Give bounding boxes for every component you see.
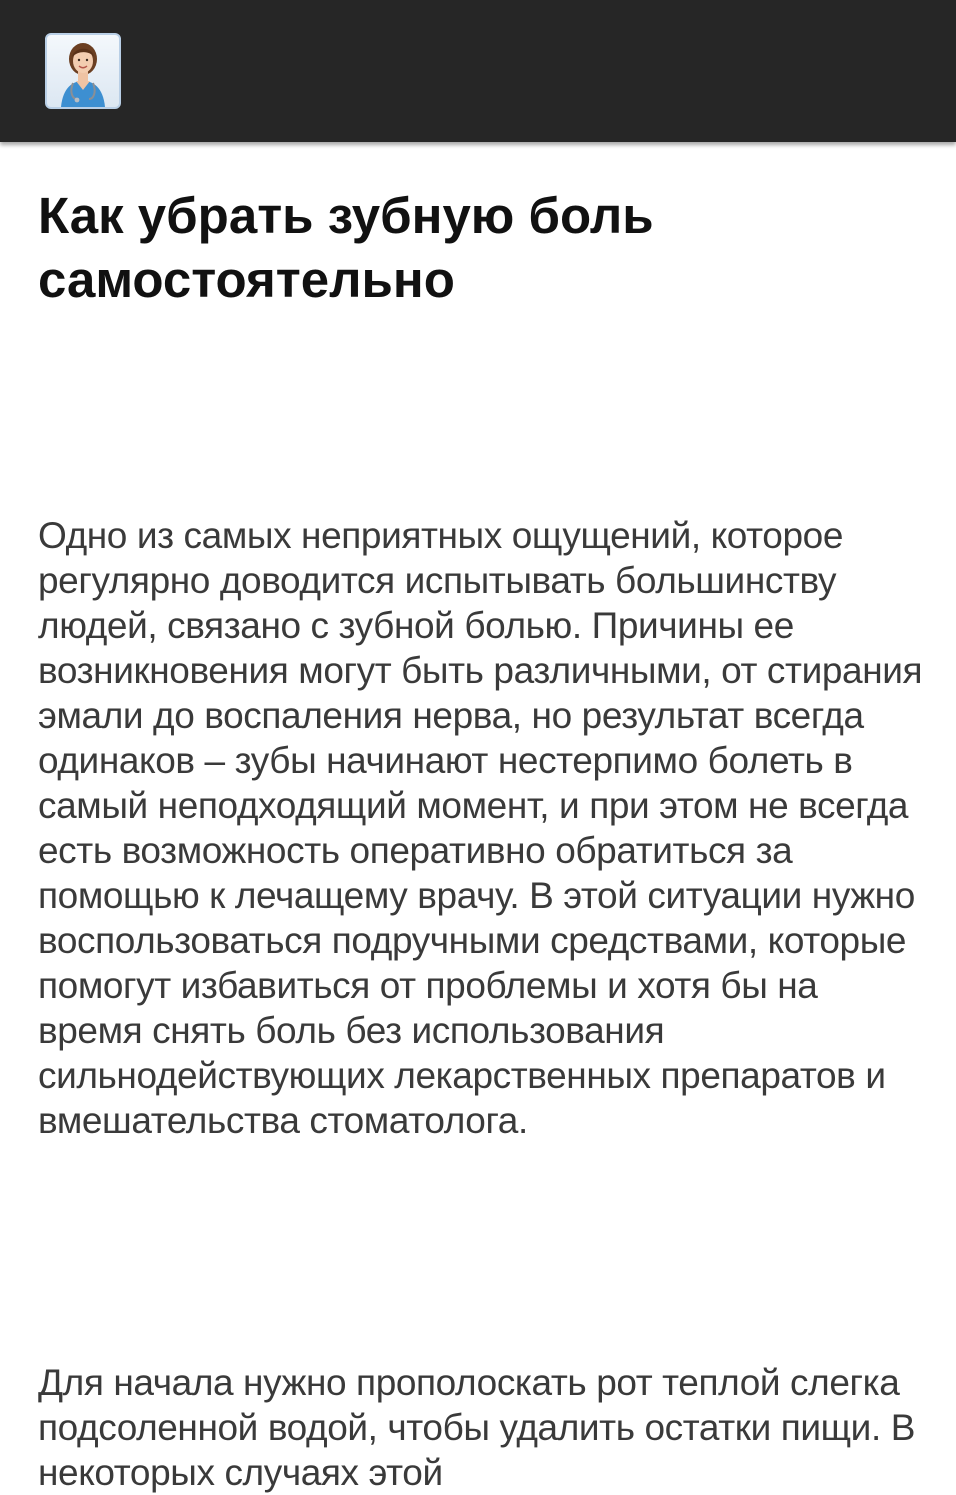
- article-title: Как убрать зубную боль самостоятельно: [38, 187, 654, 308]
- article-content[interactable]: [0, 142, 956, 1493]
- nurse-avatar-icon[interactable]: [45, 33, 121, 109]
- nurse-avatar-icon-graphic: [47, 35, 119, 107]
- article-paragraph: Для начала нужно прополоскать рот теплой слегка подсоленной водой, чтобы удалить остатки пищи. В некоторых случаях этой: [38, 1362, 915, 1493]
- article-paragraph: Одно из самых неприятных ощущений, которое регулярно доводится испытывать большинству людей, связано с зубной болью. Причины ее возникновения могут быть различными, от стирания эмали до воспаления нерва, но результат всегда одинаков – зубы начинают нестерпимо болеть в самый неподходящий момент, и при этом не всегда есть возможность оперативно обратиться за помощью к лечащему врачу. В этой ситуации нужно воспользоваться подручными средствами, которые помогут избавиться от проблемы и хотя бы на время снять боль без использования сильнодействующих лекарственных препаратов и вмешательства стоматолога.: [38, 515, 923, 1141]
- action-bar: [0, 0, 956, 142]
